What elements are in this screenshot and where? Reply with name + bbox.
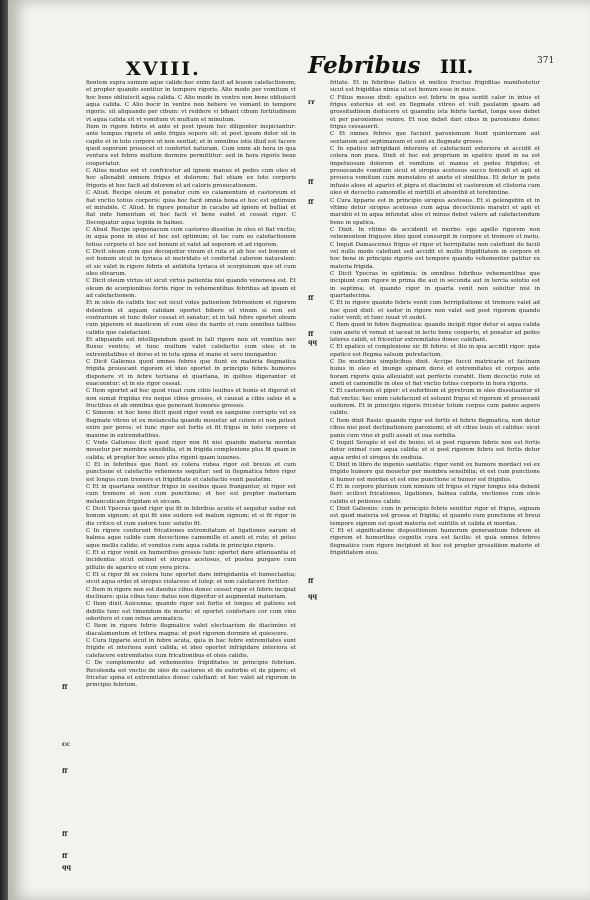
paragraph: C Et in quartana sentitur frigus in ossibus quasi frangantur, et rigor est cum tremore et non cum punctione; et hoc est propter materiam melancolicam frigidam et siccam. <box>86 483 296 505</box>
paragraph: C Dicit oleum virtus sit sicut virtus patientia nisi quando venenosa est. Et oleum de scorpionibus fortis rigor in vehementibus febribus ad ipsum et ad calefactionem. <box>86 278 296 299</box>
paragraph: C Dicit Ypocras in epidimia: in omnibus febribus vehementibus que incipiunt cum rigore in prima die aut in secunda aut in tercia solutio est in septima; et quando rigor in quarta venit non soluitur nisi in quartadecima. <box>330 270 540 299</box>
paragraph: C Et in febribus que fiunt ex colera rubea rigor est breuis et cum punctione et calefactio vehemens sequitur: sed in flegmatica febre rigor est longus cum tremore et frigiditate et calefactio venit paulatim. <box>86 461 296 483</box>
paragraph: fientem supra sumum aque calide:hoc enim facit ad leuem calefactionem; et propter quando sentitur in tempore rigoris. Alio modo per vomitum vt hoc bene obliuiscit aqua calida. C Alio modo in ventre non bene obliuiscit aqua calida. C Alio bocir in ventre non bebere ve vomant in tempore rigoris. sit aliquando per cibum: vt reddere vi bibant cibum fortitudinem vt aqua calida sit vt vomitum vt multum et minutum. <box>86 80 296 123</box>
page-gutter-shadow <box>0 0 8 900</box>
paragraph: C De complemento ad vehementes frigiditates in principio febrium. Recolenda est vnctio de oleo de castoreo et de euforbio et de pipere; et fricetur spina et extremitates donec calefiant: et hoc valet ad rigorem in principio febrium. <box>86 660 296 689</box>
paragraph: C Alius modus est vt confricetur ad ignem manus et pedes cum oleo et hoc allenabit omnem frigus et dolorem; fiat etiam ex toto corporis frigoris et hoc facit ad dolorem et ad caloris prouocationem. <box>86 168 296 189</box>
running-head: Febribus <box>308 52 421 79</box>
paragraph: C Item quod in febre flegmatica: quando incipit rigor detur ei aqua calida cum aneto vt vomat et iaceat in lecto bene cooperto, et ponatur ad pedes lateres calidi, et fricentur extremitates donec calefiant. <box>330 322 540 344</box>
page-number: 371 <box>537 56 555 66</box>
paragraph: C Dixit Galienus: cum in principio febris sentitur rigor et frigus, signum est quod materia est grossa et frigida; et quando cum punctione et breui tempore signum est quod materia est subtilis et calida et mordax. <box>330 505 540 527</box>
paragraph: C Et in corpore plurium cum nimium sit frigus et rigor longus ista debent fieri: scilicet fricationes, ligationes, balnea calida, vnctiones cum oleis calidis et potiones calide. <box>330 483 540 505</box>
paragraph: C Dixit. In vltimo de accidenti et morbo: ego apello rigorem non vehementem frigusve ideo quod consurgit in corpore et tremore et motu. C Inquit Damascenus frigus et rigor et horripilatio non calefiunt de facili vel nullo modo calefiunt sed accidit et multo frigiditatem in corpore et hoc bene in principio rigoris est tempore quando vehementer patitur ex materia frigida. <box>330 226 540 270</box>
paragraph: C Item in rigore febris flegmatice valet electuarium de diacimino et diacalamentum et trifera magna: et post rigorem dormire et quiescere. <box>86 623 296 637</box>
paragraph: C Item dixit Rasis: quando rigor est fortis et febris flegmatica, non detur cibus nisi post declinationem paroxismi; et sit cibus leuis et calidus: sicut panis cum vino et pulli assati et oua sorbilia. <box>330 417 540 439</box>
paragraph: C Dixit in libro de ingenio sanitatis: rigor venit ex humore mordaci vel ex frigido humore qui mouetur per membra sensibilia; et est cum punctione si humor est mordax et est sine punctione si humor est frigidus. <box>330 461 540 483</box>
paragraph: C In epatico infrigidant interiora et calefaciunt exteriora et accidit et colera non pura. Dixit et hoc est proprium in epatico quod in ea est impetuosum dolorem et vomitum et manus et pedes frigidos; et prouocando vomitum sicut et siropus acetosus succo feniculi et apii et prouoca vomitum cum menstatro et aneto et similibus. Et detur in potu infusio aloes et agarici et pigra et diacimini et castoreum et clisteria cum oleo et decoctio camomille et mirtilli et absinthii et terebintine. <box>330 146 540 197</box>
paragraph: C Inquit Serapio et est de bonis; et si post rigorem febris non est fortis detur oximel cum aqua calida; et si post rigorem febris est fortis detur aqua ordei et siropus de endiuia. <box>330 439 540 461</box>
paragraph: C Cura lipparie sicut in febre acuta, quia in hac febre extremitates sunt frigide et interiora sunt calida; et ideo oportet infrigidare interiora et calefacere extremitates cum fricationibus et oleis calidis. <box>86 638 296 659</box>
paragraph: C Dicit Galienus quod omnes febres que fiunt ex materia flegmatica frigida prouocant rigorem et ideo oportet in principio febris humores disponere vt in febre tertiana et quartana, in quibus digerantur et euacuentur; et in eis rigor cessat. <box>86 359 296 388</box>
paragraph: C Aliud. Recipe oleum et ponatur cum eo calamentum et castoreum et fiat vnctio totius corporis: quia hoc facit omnia bona et hoc est optimum et mirabile. C Aliud. In rigore ponatur in cacabo ad ignem et bulliat et fiat inde fomentum et hoc facit vt bene sudet et cessat rigor. C Decoquatur aqua tepida in balneo. <box>86 190 296 226</box>
margin-note: ff <box>308 198 314 206</box>
book-page <box>8 0 590 900</box>
margin-note: qq <box>62 863 72 871</box>
margin-note: ff <box>62 852 68 860</box>
paragraph: Et aliquando est intelligendum quod in tali rigore non sit vomitus nec fluxus ventris; et tunc multum valet calefactio cum oleo et in extremitatibus et dorso et in tota spina et mane et sero inungantur. <box>86 337 296 358</box>
paragraph: C Dicit Ypocras quod rigor qui fit in febribus acutis et sequitur sudor est bonum signum; et qui fit sine sudore est malum signum; et si fit rigor in die critico et cum sudore tunc solutio fit. <box>86 505 296 527</box>
margin-note: cc <box>62 740 70 748</box>
paragraph: C Et in rigore quando febris venit cum horripilatione et tremore valet ad hoc quod dixit: et sudor in rigore non valet sed post rigorem quando calor venit; et tunc iuuat vt sudet. <box>330 300 540 321</box>
paragraph: C In rigore conferunt fricationes extremitatum et ligationes earum et balnea aque calide cum decoctione camomille et aneti et rute; et potus aque mellis calide; et vomitus cum aqua calida in principio rigoris. <box>86 527 296 549</box>
paragraph: C Item in rigore non est dandus cibus donec cesset rigor et febris incipiat declinare: quia cibus tunc datus non digeritur et augmentat materiam. <box>86 586 296 601</box>
folio-number: XVIII. <box>126 58 201 80</box>
paragraph: C Item dixit Auicenna: quando rigor est fortis et longus et patiens est debilis tunc est timendum de morte; et oportet confortare cor cum vino odorifero et cum rebus aromaticis. <box>86 601 296 623</box>
margin-note: qq <box>308 338 318 346</box>
margin-note: ff <box>62 767 68 775</box>
running-head-numeral: III. <box>440 56 474 78</box>
paragraph: C Aliud. Recipe opoponacum cum castoreo dissolue in oleo et fiat vnctio; in aqua pone in oleo et hoc est optimum; et fac cum eo calefactionem totius corporis et hoc est bonum et valet ad soporem et ad rigorem. <box>86 226 296 248</box>
paragraph: Item in rigore febris et ante et post ipsum hec diligenter inspiciantur: ante tempus rigoris et ante frigus soporo sit: et post ipsum dolor sit in capite et in toto corpore ut non sentiat; et in omnibus istis illud est facere quod soporum prouocet et confortet naturam. Cum enim ab hora in qua ventura est febris multum dormire permittitur: sed in hora rigoris bene cooperiatur. <box>86 124 296 167</box>
paragraph: C Et si rigor fit ex colera tunc oportet dare infrigidantia et humectantia; sicut aqua ordei et siropus violaceus et iulep: et non calefacere fortiter. <box>86 572 296 586</box>
margin-note: ff <box>308 294 314 302</box>
right-text-column <box>330 80 540 880</box>
margin-note: ff <box>308 577 314 585</box>
left-text-column <box>86 80 296 880</box>
margin-note: qq <box>308 592 318 600</box>
margin-note: ff <box>62 683 68 691</box>
paragraph: C Filius mesue dixit: epatico est febris in qua sentit calor in intus et frigus exterius et est ex flegmate vitreo et vult paulatim ipsam ad grossitudinem deducere et quamdiu ista febris tardat, longa esse debet et per paroxismos venire. Et non debet dari cibus in paroxismo donec frigus cessauerit. <box>330 94 540 131</box>
margin-note: rr <box>308 98 315 106</box>
paragraph: C Et castoreum et piper: et euforbium et pyretrum in oleo dissoluantur et fiat vnctio: hec enim calefaciunt et soluunt frigus et rigorem et prouocant sudorem. Et in principio rigoris fricetur totum corpus cum panno aspero calido. <box>330 388 540 417</box>
paragraph: C Et si rigor venit ex humoribus grossis tunc oportet dare attenuantia et incidentia: sicut oximel et siropus acetosus, et postea purgare cum pillulis de agarico et cum yera picra. <box>86 550 296 571</box>
paragraph: C Simeon: et hoc bene dicit quod rigor venit ex sanguine corrupto vel ex flegmate vitreo et ex melancolia quando mouetur ad cutem et non potest exire per poros; et tunc rigor est fortis et fit frigus in toto corpore et maxime in extremitatibus. <box>86 410 296 439</box>
paragraph: fritate. Et in febribus flatico et melico fructus frigiditas manifestetur sicut est frigiditas nimia ut est bonum esse in nuce. <box>330 80 540 94</box>
margin-note: ff <box>308 330 314 338</box>
paragraph: Et in oleis de calidis hoc est sicut vides patientem febrientem et rigorem dolentem et aquam calidam oportet bibere et vinum si non est contrarium et tunc dolor cessat et sanatur; et in tali febre oportet oleum cum piperem et masticem et cum oleo de nardo et cum omnibus talibus calidis que calefaciunt. <box>86 300 296 336</box>
paragraph: C De medicinis simplicibus dixit. Accipe fuccii matricarie et facinum huius in oleo et inunge spinam dorsi et extremitates et corpus ante horam rigoris quia alleuiabit aut perfecte curabit. Item decoctio rute et aneti et camomille in oleo et fiat vnctio totius corporis in hora rigoris. <box>330 359 540 388</box>
paragraph: C Cura lipparie est in principio siropus acetosus. Et si gelengebin et in vltimo detur siropus acetosus cum aqua decoctionis maratri et apii et marubii et in aqua infundat aloe et minus debet valere ad calefaciendum bene in epatica. <box>330 197 540 226</box>
paragraph: C Et epatico et complexione sic fit febris: et ilio in qua accidit rigor: quia epatico est flegma salsum putrefactum. <box>330 344 540 358</box>
paragraph: C Dicit oleum cum quo decoquitur vinum et ruta et ab hoc est bonum et est bonum sicut in tyriaca et metridato et confortat calorem naturalem: et sic valet in rigore febris et antidota tyriaca et scorpionum que sit cum oleo olivarum. <box>86 248 296 277</box>
paragraph: C Et et significatione dispositionum humorum generantium febrem et rigorem et humoribus cognitis cura est facilis: et quia omnes febres flegmatice cum rigore incipiunt et hoc est propter grossitiem materie et frigiditatem eius. <box>330 527 540 556</box>
margin-note: ff <box>308 178 314 186</box>
paragraph: C Et omnes febres que faciunt paroxismum fiunt quinternum aut sextanum aut septimanum et sunt ex flegmate grosso. <box>330 131 540 145</box>
paragraph: C Item oportet ad hoc quod viuat cum cibis leuibus et bonis et digerat et non sumat frigidas res neque cibos grossos, et caueat a cibis salsis et a fructibus et ab omnibus que generant humores grossos. <box>86 388 296 410</box>
paragraph: C Vnde Galienus dicit quod rigor non fit nisi quando materia mordax mouetur per membra sensibilia, et in frigida complexione plus fit quam in calida; et propter hoc senes plus rigent quam iuuenes. <box>86 439 296 461</box>
margin-note: ff <box>62 830 68 838</box>
